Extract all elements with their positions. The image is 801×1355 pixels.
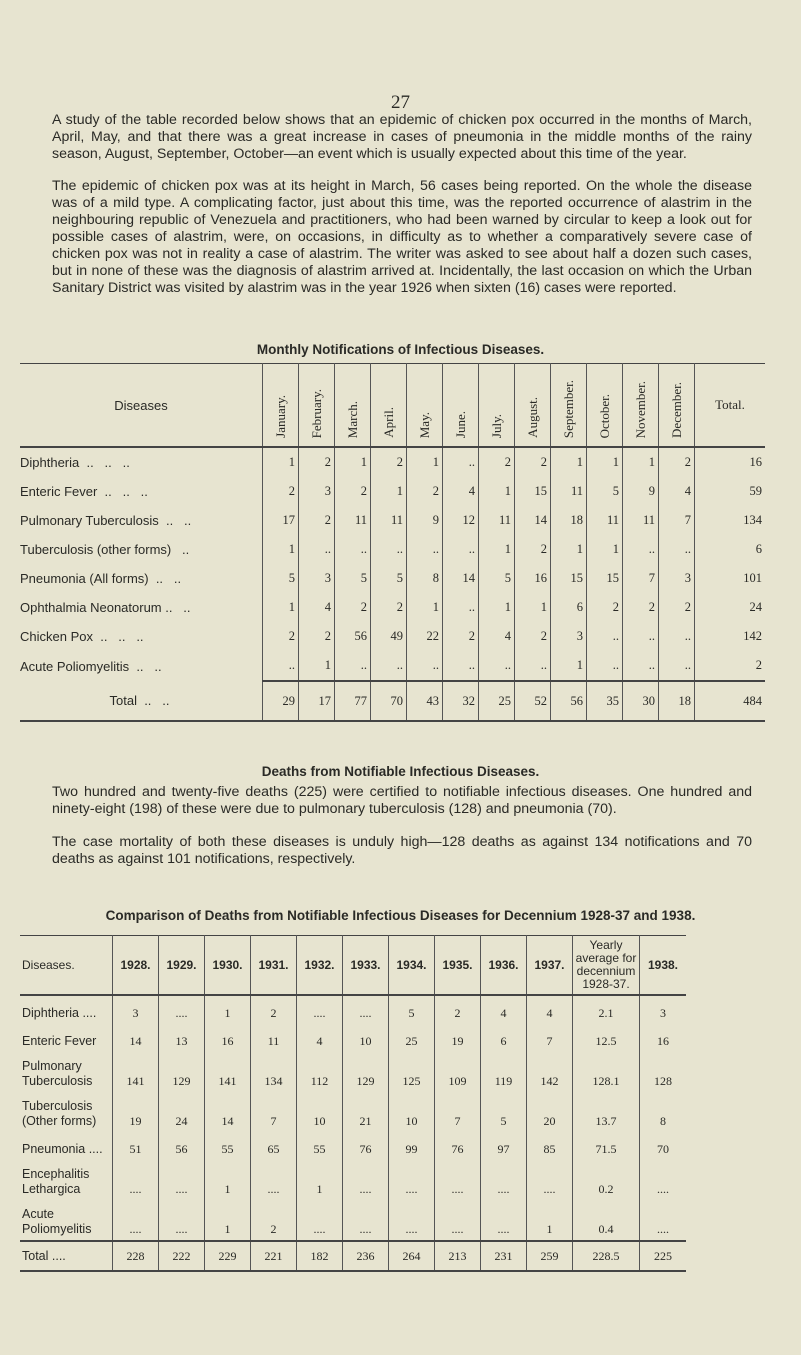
table-row (20, 1132, 686, 1160)
disease-label: Acute Poliomyelitis (22, 1207, 92, 1236)
cell-value: 77 (335, 681, 371, 721)
cell-value: 2 (407, 477, 443, 506)
cell-1938: .... (640, 1200, 687, 1241)
cell-value: 2 (515, 535, 551, 564)
cell-total: 101 (695, 564, 766, 593)
cell-value: 7 (527, 1024, 573, 1052)
header-month-label: August. (524, 397, 540, 438)
cell-value: 19 (113, 1092, 159, 1132)
cell-value: .... (343, 1160, 389, 1200)
cell-value: 236 (343, 1241, 389, 1271)
cell-value: .. (443, 535, 479, 564)
paragraph-case-mortality: The case mortality of both these diseases is unduly high—128 deaths as against 134 notifications and 70 deaths as against 101 notifications, respectively. (52, 834, 752, 867)
cell-total: 24 (695, 593, 766, 622)
cell-value: 259 (527, 1241, 573, 1271)
cell-value: 1 (297, 1160, 343, 1200)
table-row (20, 477, 765, 506)
cell-value: .... (481, 1160, 527, 1200)
cell-value: 2 (263, 622, 299, 651)
table-row (20, 535, 765, 564)
cell-value: 1 (551, 447, 587, 477)
cell-value: 2 (335, 593, 371, 622)
cell-value: .. (659, 651, 695, 681)
cell-value: 5 (587, 477, 623, 506)
table-row (20, 1092, 686, 1132)
header-year: 1932. (297, 936, 343, 996)
cell-value: 21 (343, 1092, 389, 1132)
cell-value: 11 (335, 506, 371, 535)
cell-value: 129 (343, 1052, 389, 1092)
cell-value: 5 (389, 995, 435, 1024)
cell-value: 32 (443, 681, 479, 721)
cell-value: 141 (113, 1052, 159, 1092)
cell-value: .. (335, 535, 371, 564)
table-row (20, 681, 765, 721)
header-month-label: January. (272, 395, 288, 438)
disease-label: Diphtheria .. .. .. (20, 455, 130, 470)
disease-label: Diphtheria .... (22, 1006, 97, 1020)
header-month-label: February. (308, 388, 324, 438)
cell-value: .... (159, 995, 205, 1024)
cell-value: 7 (251, 1092, 297, 1132)
cell-value: .. (407, 651, 443, 681)
cell-total: 59 (695, 477, 766, 506)
cell-value: 15 (551, 564, 587, 593)
disease-label: Pulmonary Tuberculosis (22, 1059, 93, 1088)
cell-value: 2 (251, 995, 297, 1024)
cell-value: 1 (551, 535, 587, 564)
cell-total: 6 (695, 535, 766, 564)
cell-value: 17 (299, 681, 335, 721)
header-month (299, 364, 335, 448)
cell-value: .. (515, 651, 551, 681)
header-1938: 1938. (640, 936, 687, 996)
cell-value: 10 (343, 1024, 389, 1052)
table-row (20, 506, 765, 535)
cell-value: 99 (389, 1132, 435, 1160)
cell-value: .. (659, 535, 695, 564)
cell-value: 55 (297, 1132, 343, 1160)
cell-value: 12 (443, 506, 479, 535)
disease-label: Ophthalmia Neonatorum .. .. (20, 600, 191, 615)
cell-1938: 3 (640, 995, 687, 1024)
cell-value: .. (587, 651, 623, 681)
cell-value: 19 (435, 1024, 481, 1052)
cell-value: 1 (263, 593, 299, 622)
cell-value: 52 (515, 681, 551, 721)
header-diseases: Diseases. (22, 957, 75, 972)
header-month (551, 364, 587, 448)
cell-value: 1 (407, 447, 443, 477)
cell-value: 49 (371, 622, 407, 651)
cell-value: .... (527, 1160, 573, 1200)
cell-value: 7 (659, 506, 695, 535)
header-month (587, 364, 623, 448)
cell-value: 109 (435, 1052, 481, 1092)
cell-value: 18 (659, 681, 695, 721)
header-year: 1936. (481, 936, 527, 996)
cell-value: 4 (481, 995, 527, 1024)
cell-value: 5 (371, 564, 407, 593)
cell-value: 1 (205, 995, 251, 1024)
disease-label: Total .. .. (20, 681, 263, 721)
cell-value: 16 (205, 1024, 251, 1052)
cell-value: .... (435, 1160, 481, 1200)
cell-value: 13 (159, 1024, 205, 1052)
cell-value: .. (335, 651, 371, 681)
header-month (443, 364, 479, 448)
cell-value: 55 (205, 1132, 251, 1160)
header-month (263, 364, 299, 448)
header-month (335, 364, 371, 448)
cell-value: .... (159, 1160, 205, 1200)
cell-value: 56 (335, 622, 371, 651)
table-row (20, 995, 686, 1024)
cell-average: 71.5 (573, 1132, 640, 1160)
cell-value: 7 (623, 564, 659, 593)
table-row (20, 447, 765, 477)
cell-value: 9 (623, 477, 659, 506)
cell-value: 112 (297, 1052, 343, 1092)
cell-average: 0.2 (573, 1160, 640, 1200)
cell-value: 1 (205, 1200, 251, 1241)
header-month (371, 364, 407, 448)
cell-value: 1 (527, 1200, 573, 1241)
cell-value: 213 (435, 1241, 481, 1271)
paragraph-deaths: Two hundred and twenty-five deaths (225) were certified to notifiable infectious diseases. One hundred and ninety-eight (198) of these were due to pulmonary tuberculosis (128) and pneumonia (70). (52, 784, 752, 817)
cell-value: 229 (205, 1241, 251, 1271)
cell-value: 125 (389, 1052, 435, 1092)
table1-title: Monthly Notifications of Infectious Diseases. (256, 342, 545, 357)
cell-value: 2 (299, 622, 335, 651)
table-row (20, 1241, 686, 1271)
cell-value: 222 (159, 1241, 205, 1271)
table-row (20, 651, 765, 681)
cell-value: 11 (551, 477, 587, 506)
header-year: 1930. (205, 936, 251, 996)
header-month (515, 364, 551, 448)
header-month-label: May. (416, 411, 432, 438)
cell-total: 484 (695, 681, 766, 721)
cell-value: 6 (551, 593, 587, 622)
cell-value: 2 (263, 477, 299, 506)
cell-value: 5 (335, 564, 371, 593)
cell-value: .. (263, 651, 299, 681)
header-year: 1928. (113, 936, 159, 996)
header-yearly-average: Yearly average for decennium 1928-37. (573, 936, 640, 996)
cell-value: 35 (587, 681, 623, 721)
cell-value: 228 (113, 1241, 159, 1271)
cell-value: 2 (659, 447, 695, 477)
cell-value: 1 (587, 447, 623, 477)
cell-value: 11 (479, 506, 515, 535)
header-year: 1929. (159, 936, 205, 996)
header-month-label: September. (560, 379, 576, 438)
cell-value: 221 (251, 1241, 297, 1271)
cell-average: 13.7 (573, 1092, 640, 1132)
header-month-label: July. (488, 413, 504, 438)
cell-value: 16 (515, 564, 551, 593)
section-title-deaths: Deaths from Notifiable Infectious Diseases. (261, 764, 540, 779)
cell-value: 264 (389, 1241, 435, 1271)
cell-value: 1 (479, 593, 515, 622)
header-month-label: October. (596, 393, 612, 438)
cell-value: 5 (479, 564, 515, 593)
cell-1938: 225 (640, 1241, 687, 1271)
header-year: 1935. (435, 936, 481, 996)
cell-total: 142 (695, 622, 766, 651)
disease-label: Tuberculosis (other forms) .. (20, 542, 190, 557)
header-month-label: March. (344, 400, 360, 438)
cell-value: 2 (515, 622, 551, 651)
cell-total: 16 (695, 447, 766, 477)
cell-value: 2 (299, 506, 335, 535)
cell-value: 85 (527, 1132, 573, 1160)
cell-value: 231 (481, 1241, 527, 1271)
cell-value: .... (481, 1200, 527, 1241)
disease-label: Total .... (20, 1241, 113, 1271)
cell-value: 15 (587, 564, 623, 593)
cell-value: 2 (251, 1200, 297, 1241)
cell-value: .. (587, 622, 623, 651)
cell-value: 1 (479, 477, 515, 506)
cell-value: 65 (251, 1132, 297, 1160)
cell-value: .. (623, 622, 659, 651)
cell-value: 4 (443, 477, 479, 506)
disease-label: Enteric Fever .. .. .. (20, 484, 148, 499)
cell-value: .. (659, 622, 695, 651)
cell-value: 17 (263, 506, 299, 535)
table-row (20, 593, 765, 622)
table2-title: Comparison of Deaths from Notifiable Infectious Diseases for Decennium 1928-37 and 1938. (105, 908, 696, 923)
cell-value: .. (443, 447, 479, 477)
cell-value: 5 (481, 1092, 527, 1132)
cell-value: .... (251, 1160, 297, 1200)
cell-value: 20 (527, 1092, 573, 1132)
cell-value: 1 (587, 535, 623, 564)
deaths-comparison-table (20, 935, 686, 1272)
cell-value: 4 (299, 593, 335, 622)
cell-value: 11 (371, 506, 407, 535)
cell-value: 3 (659, 564, 695, 593)
header-year: 1937. (527, 936, 573, 996)
cell-value: 43 (407, 681, 443, 721)
disease-label: Pneumonia (All forms) .. .. (20, 571, 182, 586)
table-row (20, 622, 765, 651)
cell-value: 119 (481, 1052, 527, 1092)
cell-value: 3 (551, 622, 587, 651)
cell-value: 70 (371, 681, 407, 721)
cell-average: 128.1 (573, 1052, 640, 1092)
header-year: 1931. (251, 936, 297, 996)
cell-value: 10 (297, 1092, 343, 1132)
paragraph-chicken-pox-epidemic: A study of the table recorded below shows that an epidemic of chicken pox occurred in the months of March, April, May, and that there was a great increase in cases of pneumonia in the middle months of the rainy season, August, September, October—an event which is usually expected about this time of the year. (52, 112, 752, 162)
cell-value: 6 (481, 1024, 527, 1052)
cell-value: .... (159, 1200, 205, 1241)
cell-value: 5 (263, 564, 299, 593)
header-month-label: November. (632, 380, 648, 438)
cell-value: 97 (481, 1132, 527, 1160)
cell-value: 2 (443, 622, 479, 651)
disease-label: Pneumonia .... (22, 1142, 103, 1156)
cell-value: 76 (343, 1132, 389, 1160)
cell-value: .. (623, 535, 659, 564)
cell-average: 12.5 (573, 1024, 640, 1052)
cell-value: .. (443, 651, 479, 681)
cell-value: .... (389, 1160, 435, 1200)
cell-value: 29 (263, 681, 299, 721)
cell-value: 1 (551, 651, 587, 681)
cell-1938: 8 (640, 1092, 687, 1132)
cell-value: 2 (335, 477, 371, 506)
cell-value: 15 (515, 477, 551, 506)
cell-value: 1 (335, 447, 371, 477)
cell-value: 56 (551, 681, 587, 721)
page-number: 27 (391, 92, 410, 113)
cell-value: .... (389, 1200, 435, 1241)
table-row (20, 1024, 686, 1052)
monthly-notifications-table (20, 363, 765, 722)
header-month (623, 364, 659, 448)
cell-value: 2 (623, 593, 659, 622)
cell-value: 1 (623, 447, 659, 477)
cell-value: 2 (479, 447, 515, 477)
cell-value: .. (479, 651, 515, 681)
cell-1938: .... (640, 1160, 687, 1200)
cell-value: 1 (515, 593, 551, 622)
paragraph-alastrim: The epidemic of chicken pox was at its height in March, 56 cases being reported. On the whole the disease was of a mild type. A complicating factor, just about this time, was the reported occurrence of alastrim in the neighbouring republic of Venezuela and practitioners, who had been warned by circular to keep a look out for possible cases of alastrim, were, on occasions, in difficulty as to whether a comparatively severe case of chicken pox was not in reality a case of alastrim. The writer was asked to see about half a dozen such cases, but in none of these was the diagnosis of alastrim arrived at. Incidentally, the last occasion on which the Urban Sanitary District was visited by alastrim was in the year 1926 when sixten (16) cases were reported. (52, 178, 752, 296)
disease-label: Enteric Fever (22, 1034, 97, 1048)
cell-value: 2 (659, 593, 695, 622)
cell-average: 2.1 (573, 995, 640, 1024)
cell-value: 2 (371, 447, 407, 477)
cell-1938: 70 (640, 1132, 687, 1160)
cell-value: 4 (479, 622, 515, 651)
cell-value: 1 (371, 477, 407, 506)
table-row (20, 564, 765, 593)
cell-value: 11 (251, 1024, 297, 1052)
disease-label: Acute Poliomyelitis .. .. (20, 658, 162, 674)
disease-label: Pulmonary Tuberculosis .. .. (20, 513, 192, 528)
cell-value: .... (435, 1200, 481, 1241)
cell-value: 2 (371, 593, 407, 622)
cell-value: .... (343, 1200, 389, 1241)
header-month-label: December. (668, 382, 684, 438)
cell-value: 8 (407, 564, 443, 593)
header-diseases: Diseases (114, 397, 168, 413)
header-year: 1934. (389, 936, 435, 996)
header-month (659, 364, 695, 448)
cell-value: .... (297, 1200, 343, 1241)
cell-value: 142 (527, 1052, 573, 1092)
cell-value: 9 (407, 506, 443, 535)
cell-average: 228.5 (573, 1241, 640, 1271)
cell-value: .. (443, 593, 479, 622)
table-row (20, 1160, 686, 1200)
cell-value: 4 (297, 1024, 343, 1052)
header-month-label: April. (380, 407, 396, 438)
cell-value: 14 (443, 564, 479, 593)
cell-value: 2 (435, 995, 481, 1024)
cell-value: 11 (587, 506, 623, 535)
header-month (479, 364, 515, 448)
cell-value: 22 (407, 622, 443, 651)
cell-value: 1 (479, 535, 515, 564)
cell-value: 182 (297, 1241, 343, 1271)
disease-label: Encephalitis Lethargica (22, 1167, 90, 1196)
cell-value: 141 (205, 1052, 251, 1092)
cell-value: 76 (435, 1132, 481, 1160)
cell-average: 0.4 (573, 1200, 640, 1241)
header-month-label: June. (452, 410, 468, 438)
cell-value: 7 (435, 1092, 481, 1132)
cell-value: 1 (263, 447, 299, 477)
header-total: Total. (695, 364, 766, 448)
cell-value: 14 (113, 1024, 159, 1052)
cell-value: 3 (299, 477, 335, 506)
cell-value: 56 (159, 1132, 205, 1160)
header-year: 1933. (343, 936, 389, 996)
disease-label: Chicken Pox .. .. .. (20, 629, 144, 644)
cell-value: .. (371, 651, 407, 681)
cell-value: 3 (299, 564, 335, 593)
cell-value: 2 (299, 447, 335, 477)
table-row (20, 1052, 686, 1092)
cell-value: 129 (159, 1052, 205, 1092)
cell-value: 18 (551, 506, 587, 535)
cell-1938: 128 (640, 1052, 687, 1092)
cell-value: .... (297, 995, 343, 1024)
cell-value: .... (113, 1200, 159, 1241)
cell-1938: 16 (640, 1024, 687, 1052)
cell-value: 3 (113, 995, 159, 1024)
cell-value: .. (623, 651, 659, 681)
cell-value: 1 (263, 535, 299, 564)
cell-value: 1 (205, 1160, 251, 1200)
cell-value: 14 (205, 1092, 251, 1132)
cell-value: .... (343, 995, 389, 1024)
cell-value: 14 (515, 506, 551, 535)
cell-value: 1 (407, 593, 443, 622)
cell-value: 10 (389, 1092, 435, 1132)
cell-value: 25 (389, 1024, 435, 1052)
disease-label: Tuberculosis (Other forms) (22, 1099, 97, 1128)
cell-value: 4 (527, 995, 573, 1024)
cell-value: 24 (159, 1092, 205, 1132)
cell-value: 2 (587, 593, 623, 622)
cell-value: 51 (113, 1132, 159, 1160)
cell-value: 134 (251, 1052, 297, 1092)
cell-total: 2 (695, 651, 766, 681)
cell-value: 4 (659, 477, 695, 506)
cell-total: 134 (695, 506, 766, 535)
cell-value: 25 (479, 681, 515, 721)
cell-value: 11 (623, 506, 659, 535)
header-month (407, 364, 443, 448)
table-row (20, 1200, 686, 1241)
cell-value: 1 (299, 651, 335, 681)
cell-value: .... (113, 1160, 159, 1200)
cell-value: 30 (623, 681, 659, 721)
cell-value: 2 (515, 447, 551, 477)
cell-value: .. (407, 535, 443, 564)
cell-value: .. (371, 535, 407, 564)
cell-value: .. (299, 535, 335, 564)
